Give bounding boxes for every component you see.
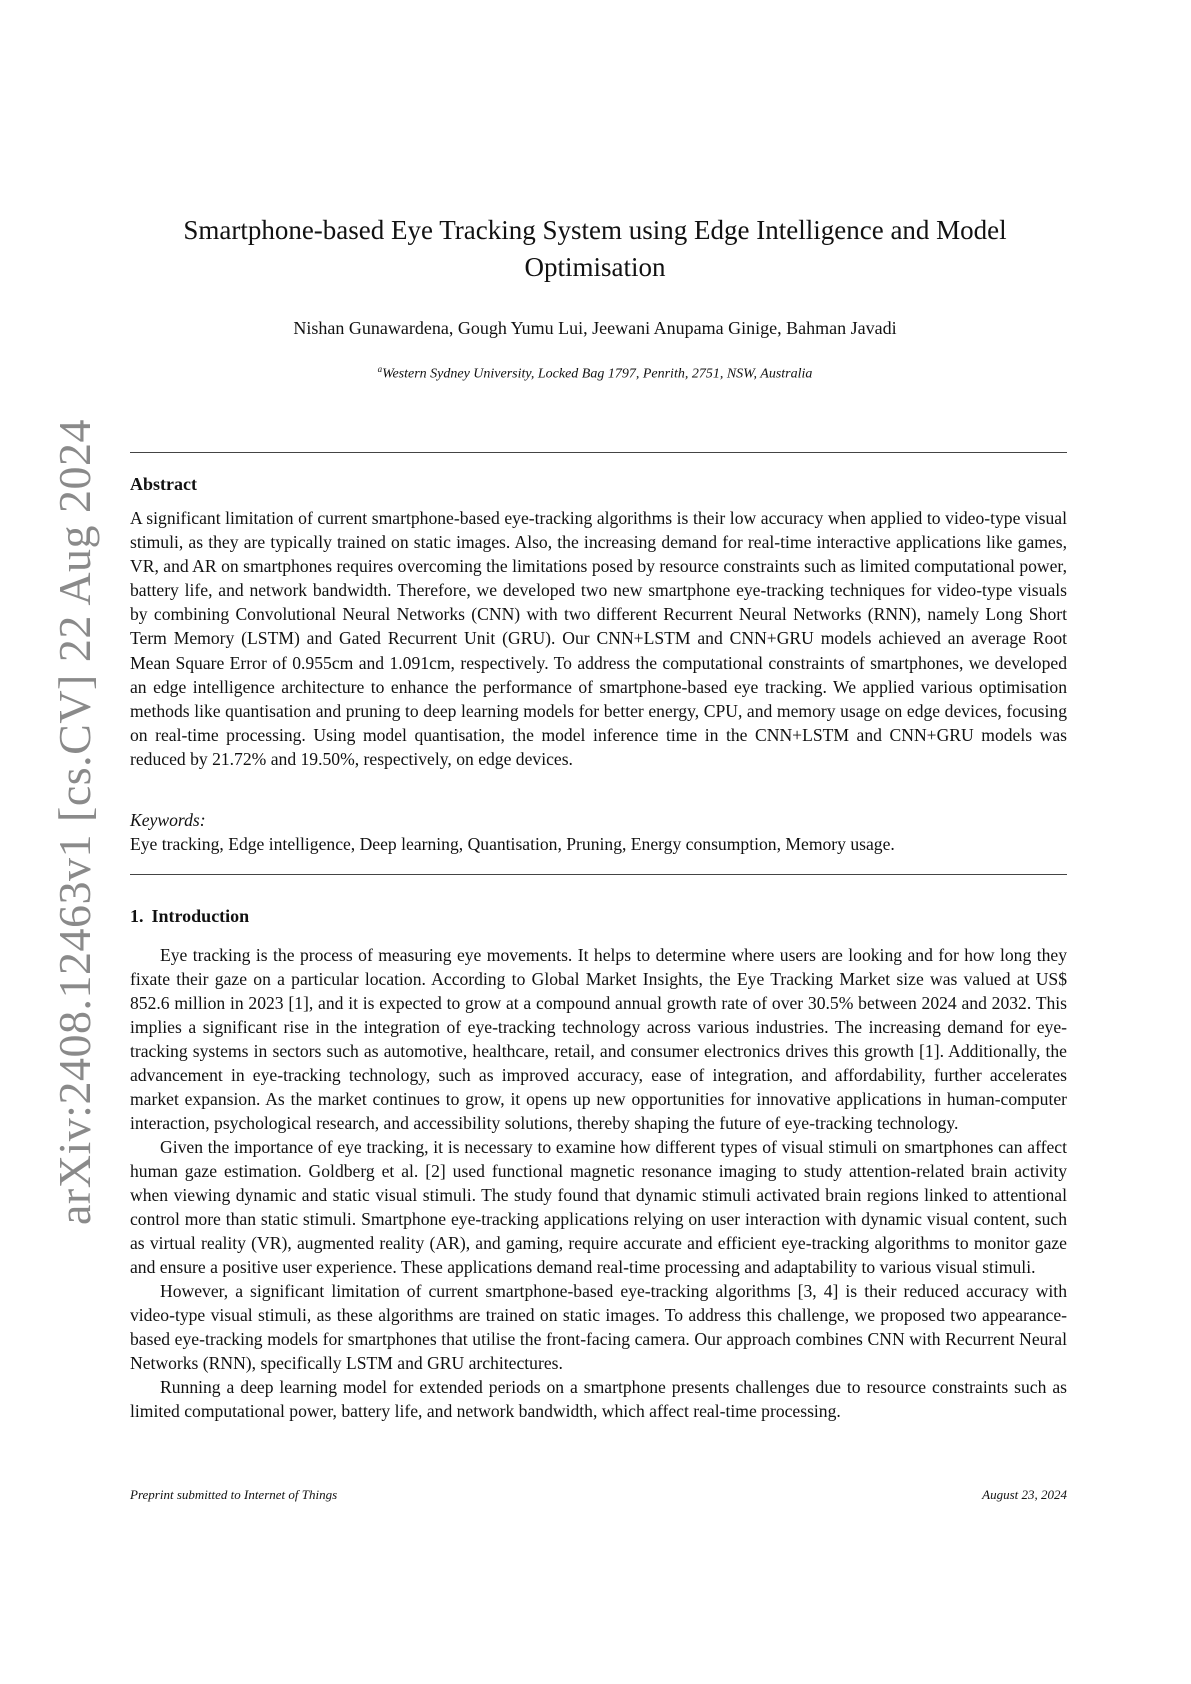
affiliation-marker: a [377,364,383,374]
affiliation [130,364,1060,383]
author-list: Nishan Gunawardena, Gough Yumu Lui, Jeewani Anupama Ginige, Bahman Javadi [293,318,897,338]
abstract-bottom-divider [130,874,1067,875]
affiliation-text: Western Sydney University, Locked Bag 1797, Penrith, 2751, NSW, Australia [382,366,813,382]
section-number: 1. [130,906,144,926]
footer-date: August 23, 2024 [982,1487,1067,1502]
arxiv-side-identifier: arXiv:2408.12463v1 [cs.CV] 22 Aug 2024 [49,418,100,1225]
paper-title: Smartphone-based Eye Tracking System using Edge Intelligence and Model Optimisation [183,215,1007,282]
abstract-heading: Abstract [130,474,197,494]
abstract-text: A significant limitation of current smartphone-based eye-tracking algorithms is their low accuracy when applied to video-type visual stimuli, as they are typically trained on static images. Also, the increasing demand for real-time interactive applications like games, VR, and AR on smartphones requires overcoming the limitations posed by resource constraints such as limited computational power, battery life, and network bandwidth. Therefore, we developed two new smartphone eye-tracking techniques for video-type visuals by combining Convolutional Neural Networks (CNN) with two different Recurrent Neural Networks (RNN), namely Long Short Term Memory (LSTM) and Gated Recurrent Unit (GRU). Our CNN+LSTM and CNN+GRU models achieved an average Root Mean Square Error of 0.955cm and 1.091cm, respectively. To address the computational constraints of smartphones, we developed an edge intelligence architecture to enhance the performance of smartphone-based eye tracking. We applied various optimisation methods like quantisation and pruning to deep learning models for better energy, CPU, and memory usage on edge devices, focusing on real-time processing. Using model quantisation, the model inference time in the CNN+LSTM and CNN+GRU models was reduced by 21.72% and 19.50%, respectively, on edge devices. [130,508,1067,769]
body-paragraph: Running a deep learning model for extended periods on a smartphone presents challenges due to resource constraints such as limited computational power, battery life, and network bandwidth, which affect real-time processing. [130,1377,1067,1421]
body-paragraph: Eye tracking is the process of measuring eye movements. It helps to determine where users are looking and for how long they fixate their gaze on a particular location. According to Global Market Insights, the Eye Tracking Market size was valued at US$ 852.6 million in 2023 [1], and it is expected to grow at a compound annual growth rate of over 30.5% between 2024 and 2032. This implies a significant rise in the integration of eye-tracking technology across various industries. The increasing demand for eye-tracking systems in sectors such as automotive, healthcare, retail, and consumer electronics drives this growth [1]. Additionally, the advancement in eye-tracking technology, such as improved accuracy, ease of integration, and affordability, further accelerates market expansion. As the market continues to grow, it opens up new opportunities for innovative applications in human-computer interaction, psychological research, and accessibility solutions, thereby shaping the future of eye-tracking technology. [130,945,1067,1133]
keywords-heading: Keywords: [130,810,206,830]
footer-preprint-note: Preprint submitted to Internet of Things [130,1487,338,1502]
section-title: Introduction [151,906,250,926]
introduction-body [130,943,1067,1423]
abstract-top-divider [130,452,1067,453]
section-heading-introduction [130,906,249,927]
body-paragraph: Given the importance of eye tracking, it is necessary to examine how different types of visual stimuli on smartphones can affect human gaze estimation. Goldberg et al. [2] used functional magnetic resonance imaging to study attention-related brain activity when viewing dynamic and static visual stimuli. The study found that dynamic stimuli activated brain regions linked to attentional control more than static stimuli. Smartphone eye-tracking applications relying on user interaction with dynamic visual content, such as virtual reality (VR), augmented reality (AR), and gaming, require accurate and efficient eye-tracking algorithms to monitor gaze and ensure a positive user experience. These applications demand real-time processing and adaptability to various visual stimuli. [130,1137,1067,1277]
body-paragraph: However, a significant limitation of current smartphone-based eye-tracking algorithms [3, 4] is their reduced accuracy with video-type visual stimuli, as these algorithms are trained on static images. To address this challenge, we proposed two appearance-based eye-tracking models for smartphones that utilise the front-facing camera. Our approach combines CNN with Recurrent Neural Networks (RNN), specifically LSTM and GRU architectures. [130,1281,1067,1373]
keywords-text: Eye tracking, Edge intelligence, Deep learning, Quantisation, Pruning, Energy consumption, Memory usage. [130,834,895,854]
